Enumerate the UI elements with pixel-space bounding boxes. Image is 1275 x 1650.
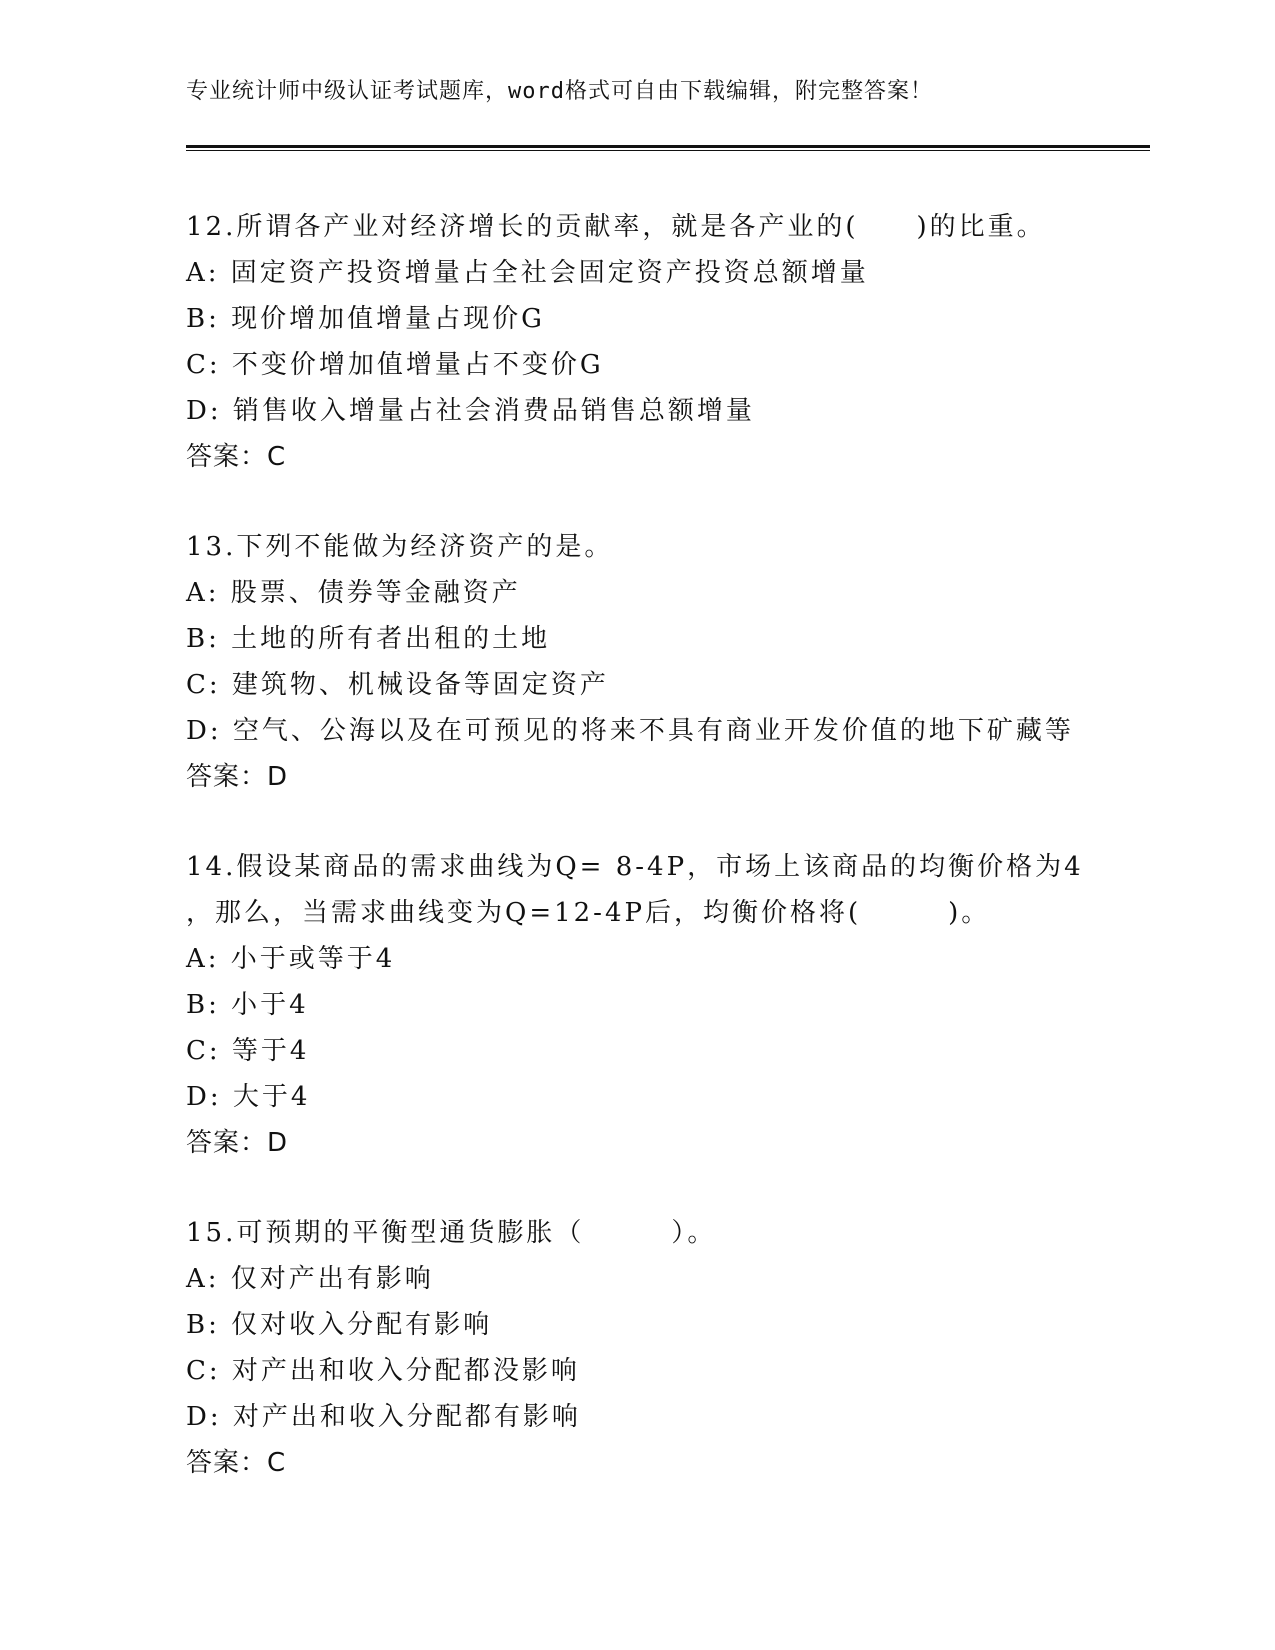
question-stem-continued: ，那么，当需求曲线变为Q=12-4P后，均衡价格将( )。: [186, 898, 991, 928]
option-c: C: 对产出和收入分配都没影响: [186, 1356, 580, 1386]
option-d: D: 销售收入增量占社会消费品销售总额增量: [186, 396, 755, 426]
page-header: 专业统计师中级认证考试题库，word格式可自由下载编辑，附完整答案！: [186, 79, 933, 104]
question-stem: 13.下列不能做为经济资产的是。: [186, 532, 614, 562]
option-c: C: 不变价增加值增量占不变价G: [186, 350, 604, 380]
option-b: B: 小于4: [186, 990, 309, 1020]
answer: 答案：D: [186, 1128, 289, 1158]
question-15: [186, 1210, 1150, 1486]
option-b: B: 现价增加值增量占现价G: [186, 304, 545, 334]
question-stem: 14.假设某商品的需求曲线为Q= 8-4P，市场上该商品的均衡价格为4: [186, 852, 1084, 882]
question-stem: 12.所谓各产业对经济增长的贡献率，就是各产业的( )的比重。: [186, 212, 1046, 242]
option-c: C: 等于4: [186, 1036, 310, 1066]
question-12: [186, 204, 1150, 480]
header-divider: [186, 145, 1150, 151]
option-c: C: 建筑物、机械设备等固定资产: [186, 670, 609, 700]
option-a: A: 固定资产投资增量占全社会固定资产投资总额增量: [186, 258, 869, 288]
option-d: D: 大于4: [186, 1082, 311, 1112]
option-a: A: 小于或等于4: [186, 944, 396, 974]
answer: 答案：C: [186, 1448, 287, 1478]
option-b: B: 仅对收入分配有影响: [186, 1310, 493, 1340]
answer: 答案：D: [186, 762, 289, 792]
answer: 答案：C: [186, 442, 287, 472]
option-b: B: 土地的所有者出租的土地: [186, 624, 551, 654]
question-14: [186, 844, 1150, 1166]
option-d: D: 对产出和收入分配都有影响: [186, 1402, 581, 1432]
question-13: [186, 524, 1150, 800]
option-d: D: 空气、公海以及在可预见的将来不具有商业开发价值的地下矿藏等: [186, 716, 1074, 746]
option-a: A: 股票、债券等金融资产: [186, 578, 521, 608]
question-stem: 15.可预期的平衡型通货膨胀（ ）。: [186, 1218, 717, 1248]
question-list: [186, 204, 1150, 1530]
option-a: A: 仅对产出有影响: [186, 1264, 434, 1294]
